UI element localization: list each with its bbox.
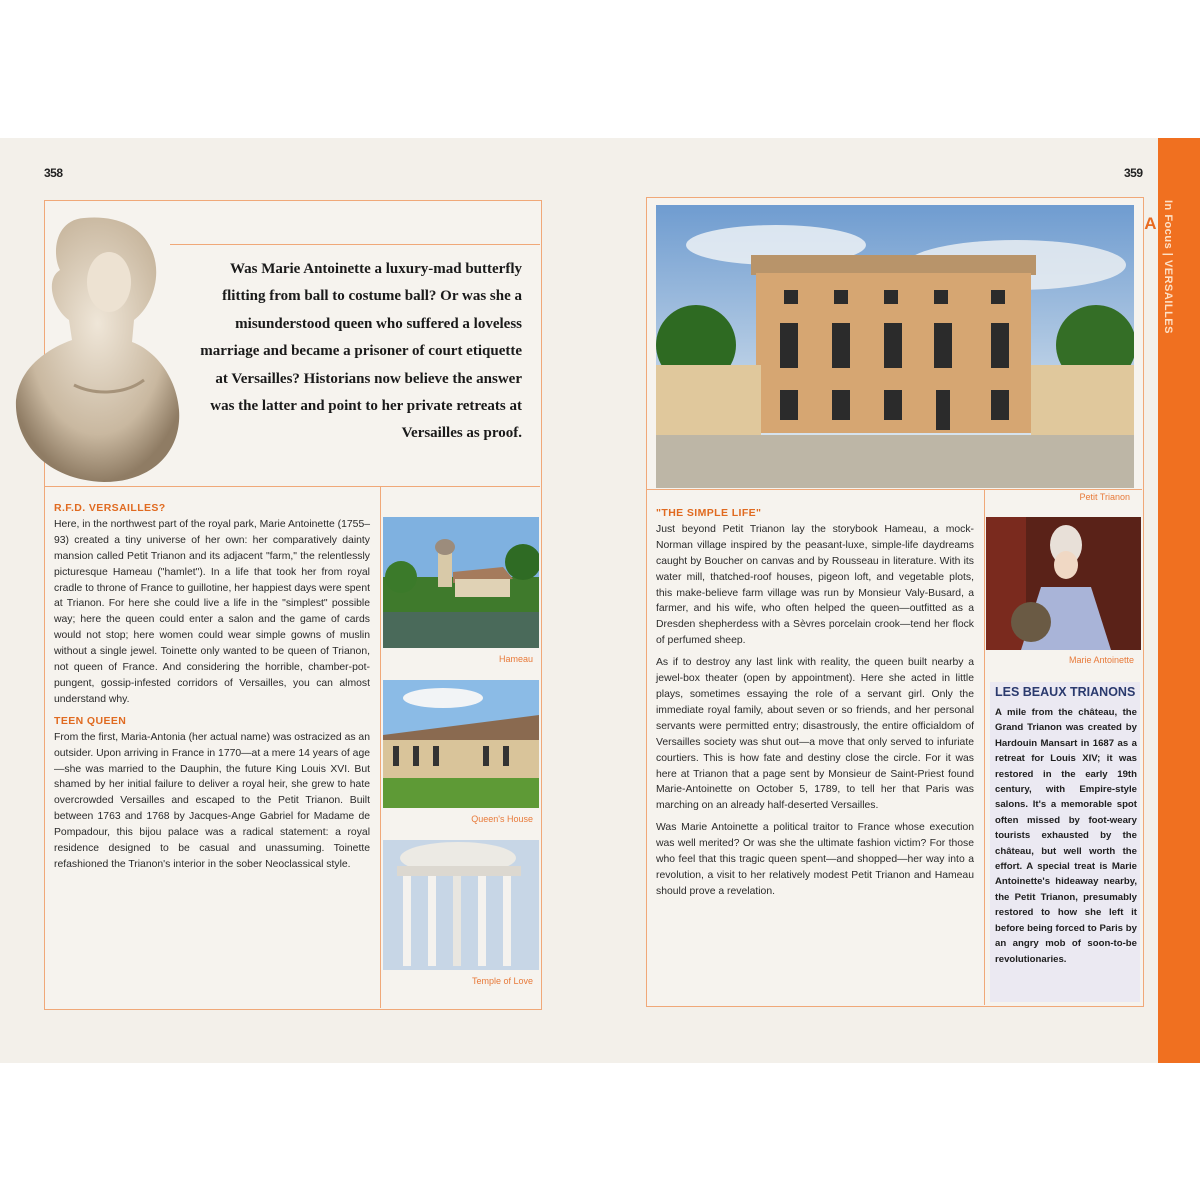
paragraph: As if to destroy any last link with reality, the queen built nearby a jewel-box theater (open by appointment). Here she acted in little plays, sometimes essaying the role of a servant girl. Only the immediate royal family, about seven or so friends, and her personal servants were permitted entry; disastrously, the entire officialdom of Versailles society was shut out—a move that only served to infuriate courtiers. This is how fate and destiny close the circle. For it was here at Trianon that a page sent by Monsieur de Saint-Priest found Marie-Antoinette on October 5, 1789, to tell her that Paris was marching on an already half-deserted Versailles. [656,657,974,812]
sidebar-body: A mile from the château, the Grand Trianon was created by Hardouin Mansart in 1687 as a retreat for Louis XIV; it was restored in the early 19th century, with Empire-style salons. It's a memorable spot often missed by foot-weary tourists exhausted by the château, but well worth the effort. A special treat is Marie Antoinette's hideaway nearby, the Petit Trianon, presumably restored to how she left it before being forced to Paris by an angry mob of soon-to-be revolutionaries. [995,707,1137,965]
title-rule [170,244,540,245]
photo-caption: Petit Trianon [1079,492,1130,502]
marie-antoinette-portrait [986,517,1141,650]
paragraph: Just beyond Petit Trianon lay the storybook Hameau, a mock-Norman village inspired by the peasant-luxe, simple-life daydreams caught by Boucher on canvas and by Rousseau in literature. With its water mill, thatched-roof houses, pigeon loft, and vegetable plots, this make-believe farm village was run by Monsieur Valy-Busard, a farmer, and his wife, who often helped the queen—outfitted as a Dresden shepherdess with a Sèvres porcelain crook—tend her flock of perfumed sheep. [656,523,974,647]
section-body: From the first, Maria-Antonia (her actual name) was ostracized as an outsider. Upon arriving in France in 1770—at a mere 14 years of age—she was married to the Dauphin, the future King Louis XVI. But shamed by her initial failure to deliver a royal heir, she grew to hate overcrowded Versailles and escaped to the Petit Trianon. Built between 1763 and 1768 by Jacques-Ange Gabriel for Madame de Pompadour, this bijou palace was a radical statement: a royal residence designed to be casual and unassuming. Toinette refashioned the Trianon's interior in the sober Neoclassical style. [54,731,370,870]
section-body: Here, in the northwest part of the royal park, Marie Antoinette (1755–93) created a tiny universe of her own: her comparatively dainty mansion called Petit Trianon and its adjacent "farm," the relentlessly picturesque Hameau ("hamlet"). In a life that took her from royal cradle to throne of France to guillotine, her happiest days were spent at Trianon. For here she could live a life in the "simplest" possible way; here the queen could enter a salon and the game of cards would not stop; here women could wear simple gowns of muslin without a single jewel. Toinette only wanted to be queen of Trianon, not queen of France. And considering the horrible, chamber-pot-pungent, gossip-infested corridors of Versailles, you can almost understand why. [54,518,370,705]
sidebar-rule [984,489,985,1005]
page-number-right: 359 [1124,166,1143,180]
column-rule [380,486,381,1008]
photo-caption: Queen's House [471,814,533,824]
hameau-photo [383,517,539,648]
intro-text: Was Marie Antoinette a luxury-mad butterfly flitting from ball to costume ball? Or was she a misunderstood queen who suffered a loveless marriage and became a prisoner of court etiquette at Versailles? Historians now believe the answer was the latter and point to her private retreats at Versailles as proof. [200,261,522,442]
petit-trianon-photo [656,205,1134,488]
left-article-column [54,501,370,879]
right-article-column [656,506,974,906]
sidebar-les-beaux-trianons [995,685,1137,967]
marie-antoinette-bust-image [14,210,184,485]
paragraph: Was Marie Antoinette a political traitor to France whose execution was well merited? Or was she the ultimate fashion victim? For those who feel that this tragic queen spent—and shopped—her way into a revolution, a visit to her relatively modest Petit Trianon and Hameau should prove a revelation. [656,822,974,897]
temple-of-love-photo [383,840,539,970]
section-tab-label: In Focus | VERSAILLES [1162,200,1174,334]
hero-rule [646,489,1142,490]
page-number-left: 358 [44,166,63,180]
section-heading: "THE SIMPLE LIFE" [656,507,762,519]
section-heading: R.F.D. VERSAILLES? [54,502,166,514]
feature-title: LAIR [1132,214,1178,233]
section-heading: TEEN QUEEN [54,714,127,727]
intro-rule [44,486,540,487]
queens-house-photo [383,680,539,808]
photo-caption: Temple of Love [471,976,533,986]
photo-caption: Marie Antoinette [1068,655,1134,665]
photo-caption: Hameau [498,654,533,664]
sidebar-title: LES BEAUX TRIANONS [995,685,1136,699]
